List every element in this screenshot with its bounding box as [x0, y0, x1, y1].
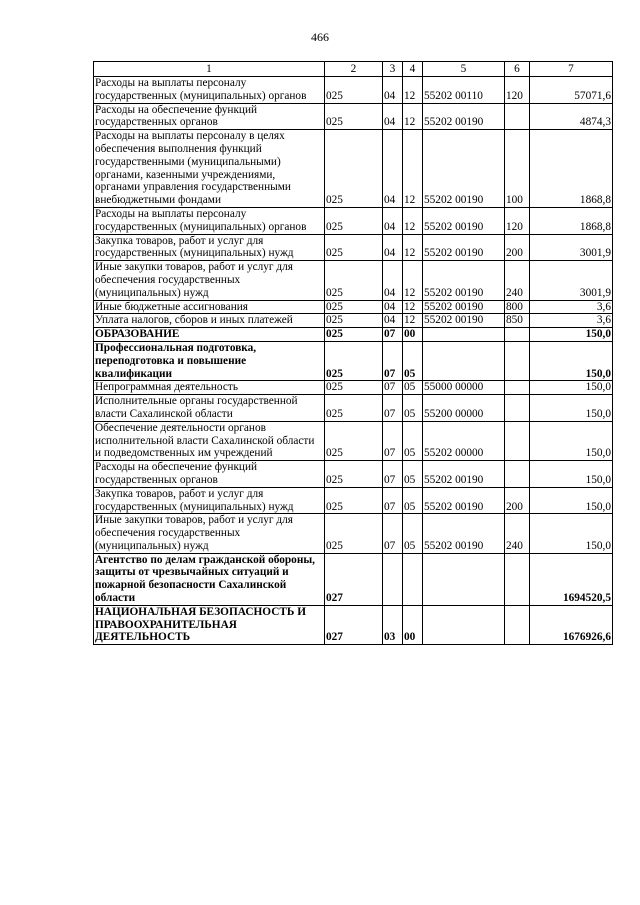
- row-section-cell: 07: [383, 514, 403, 553]
- row-amount-cell: 3,6: [530, 314, 613, 328]
- table-row: [94, 103, 613, 130]
- row-amount-cell: 1694520,5: [530, 553, 613, 605]
- row-code-cell: 025: [325, 314, 383, 328]
- row-section-cell: 03: [383, 605, 403, 644]
- header-cell: 3: [383, 62, 403, 77]
- row-code-cell: 025: [325, 487, 383, 514]
- table-row: [94, 341, 613, 380]
- table-row: [94, 130, 613, 208]
- row-article-cell: 55202 00000: [423, 421, 505, 460]
- row-subsection-cell: 12: [403, 77, 423, 104]
- page-number: 466: [311, 30, 329, 44]
- row-type-cell: 120: [505, 207, 530, 234]
- row-amount-cell: 3,6: [530, 300, 613, 314]
- table-row: [94, 487, 613, 514]
- row-name-cell: Агентство по делам гражданской обороны, защиты от чрезвычайных ситуаций и пожарной безопасности Сахалинской области: [94, 553, 325, 605]
- row-name-cell: Расходы на выплаты персоналу в целях обеспечения выполнения функций государственными (муниципальными) органами, казенными учреждениями, органами управления государственными внебюджетными фондами: [94, 130, 325, 208]
- row-code-cell: 025: [325, 130, 383, 208]
- row-article-cell: 55202 00190: [423, 461, 505, 488]
- row-type-cell: 120: [505, 77, 530, 104]
- row-subsection-cell: 12: [403, 234, 423, 261]
- row-code-cell: 027: [325, 553, 383, 605]
- row-amount-cell: 1676926,6: [530, 605, 613, 644]
- row-section-cell: 07: [383, 487, 403, 514]
- row-amount-cell: 150,0: [530, 341, 613, 380]
- row-type-cell: [505, 461, 530, 488]
- row-name-cell: НАЦИОНАЛЬНАЯ БЕЗОПАСНОСТЬ И ПРАВООХРАНИТЕЛЬНАЯ ДЕЯТЕЛЬНОСТЬ: [94, 605, 325, 644]
- row-subsection-cell: 05: [403, 421, 423, 460]
- row-section-cell: [383, 553, 403, 605]
- row-code-cell: 025: [325, 207, 383, 234]
- row-type-cell: 240: [505, 261, 530, 300]
- row-article-cell: [423, 553, 505, 605]
- row-type-cell: 200: [505, 487, 530, 514]
- row-code-cell: 025: [325, 381, 383, 395]
- header-row: [94, 62, 613, 77]
- row-subsection-cell: 12: [403, 300, 423, 314]
- row-section-cell: 07: [383, 461, 403, 488]
- header-cell: 6: [505, 62, 530, 77]
- table-row: [94, 314, 613, 328]
- row-code-cell: 025: [325, 341, 383, 380]
- row-subsection-cell: 12: [403, 314, 423, 328]
- row-name-cell: Иные закупки товаров, работ и услуг для обеспечения государственных (муниципальных) нужд: [94, 261, 325, 300]
- row-article-cell: 55202 00190: [423, 314, 505, 328]
- table-row: [94, 234, 613, 261]
- budget-table: [93, 61, 613, 645]
- row-section-cell: 04: [383, 300, 403, 314]
- table-row: [94, 261, 613, 300]
- table-row: [94, 514, 613, 553]
- row-amount-cell: 57071,6: [530, 77, 613, 104]
- row-article-cell: [423, 605, 505, 644]
- row-name-cell: Расходы на обеспечение функций государственных органов: [94, 461, 325, 488]
- row-amount-cell: 150,0: [530, 421, 613, 460]
- row-code-cell: 027: [325, 605, 383, 644]
- row-article-cell: 55202 00190: [423, 234, 505, 261]
- row-name-cell: Исполнительные органы государственной власти Сахалинской области: [94, 395, 325, 422]
- row-type-cell: 100: [505, 130, 530, 208]
- row-type-cell: 200: [505, 234, 530, 261]
- row-type-cell: [505, 421, 530, 460]
- row-section-cell: 07: [383, 341, 403, 380]
- row-article-cell: 55202 00190: [423, 514, 505, 553]
- row-name-cell: Расходы на выплаты персоналу государственных (муниципальных) органов: [94, 77, 325, 104]
- row-name-cell: Расходы на выплаты персоналу государственных (муниципальных) органов: [94, 207, 325, 234]
- row-section-cell: 07: [383, 381, 403, 395]
- table-row: [94, 553, 613, 605]
- row-amount-cell: 4874,3: [530, 103, 613, 130]
- header-cell: 1: [94, 62, 325, 77]
- table-row: [94, 381, 613, 395]
- row-article-cell: 55000 00000: [423, 381, 505, 395]
- row-name-cell: Закупка товаров, работ и услуг для государственных (муниципальных) нужд: [94, 234, 325, 261]
- row-amount-cell: 1868,8: [530, 207, 613, 234]
- row-subsection-cell: 05: [403, 341, 423, 380]
- table-row: [94, 207, 613, 234]
- row-code-cell: 025: [325, 328, 383, 342]
- row-section-cell: 04: [383, 261, 403, 300]
- row-type-cell: 850: [505, 314, 530, 328]
- row-article-cell: 55200 00000: [423, 395, 505, 422]
- row-subsection-cell: 12: [403, 261, 423, 300]
- row-article-cell: 55202 00190: [423, 261, 505, 300]
- row-code-cell: 025: [325, 461, 383, 488]
- row-amount-cell: 3001,9: [530, 261, 613, 300]
- row-section-cell: 07: [383, 421, 403, 460]
- row-type-cell: [505, 341, 530, 380]
- row-code-cell: 025: [325, 77, 383, 104]
- row-article-cell: [423, 328, 505, 342]
- row-code-cell: 025: [325, 103, 383, 130]
- row-type-cell: [505, 328, 530, 342]
- row-article-cell: [423, 341, 505, 380]
- table-row: [94, 77, 613, 104]
- table-row: [94, 605, 613, 644]
- row-type-cell: [505, 605, 530, 644]
- row-type-cell: [505, 553, 530, 605]
- row-amount-cell: 1868,8: [530, 130, 613, 208]
- row-article-cell: 55202 00190: [423, 130, 505, 208]
- row-code-cell: 025: [325, 234, 383, 261]
- row-amount-cell: 150,0: [530, 328, 613, 342]
- table-row: [94, 328, 613, 342]
- header-cell: 2: [325, 62, 383, 77]
- row-name-cell: Иные закупки товаров, работ и услуг для обеспечения государственных (муниципальных) нужд: [94, 514, 325, 553]
- row-section-cell: 04: [383, 103, 403, 130]
- row-name-cell: Иные бюджетные ассигнования: [94, 300, 325, 314]
- row-article-cell: 55202 00110: [423, 77, 505, 104]
- table-row: [94, 421, 613, 460]
- row-section-cell: 07: [383, 395, 403, 422]
- row-type-cell: 800: [505, 300, 530, 314]
- row-subsection-cell: 05: [403, 461, 423, 488]
- row-article-cell: 55202 00190: [423, 487, 505, 514]
- row-subsection-cell: 05: [403, 395, 423, 422]
- row-amount-cell: 150,0: [530, 514, 613, 553]
- row-article-cell: 55202 00190: [423, 207, 505, 234]
- table-row: [94, 461, 613, 488]
- row-amount-cell: 150,0: [530, 487, 613, 514]
- row-name-cell: Расходы на обеспечение функций государственных органов: [94, 103, 325, 130]
- row-subsection-cell: 05: [403, 487, 423, 514]
- header-cell: 7: [530, 62, 613, 77]
- row-subsection-cell: 12: [403, 103, 423, 130]
- row-amount-cell: 3001,9: [530, 234, 613, 261]
- row-subsection-cell: 12: [403, 130, 423, 208]
- row-section-cell: 04: [383, 207, 403, 234]
- row-article-cell: 55202 00190: [423, 300, 505, 314]
- row-section-cell: 07: [383, 328, 403, 342]
- row-code-cell: 025: [325, 300, 383, 314]
- table-row: [94, 300, 613, 314]
- row-name-cell: Непрограммная деятельность: [94, 381, 325, 395]
- row-subsection-cell: 05: [403, 381, 423, 395]
- row-subsection-cell: 12: [403, 207, 423, 234]
- table-row: [94, 395, 613, 422]
- row-section-cell: 04: [383, 77, 403, 104]
- header-cell: 5: [423, 62, 505, 77]
- row-type-cell: 240: [505, 514, 530, 553]
- row-name-cell: Обеспечение деятельности органов исполнительной власти Сахалинской области и подведомственных им учреждений: [94, 421, 325, 460]
- row-name-cell: Закупка товаров, работ и услуг для государственных (муниципальных) нужд: [94, 487, 325, 514]
- row-amount-cell: 150,0: [530, 381, 613, 395]
- row-section-cell: 04: [383, 234, 403, 261]
- row-type-cell: [505, 103, 530, 130]
- row-amount-cell: 150,0: [530, 461, 613, 488]
- row-section-cell: 04: [383, 314, 403, 328]
- row-type-cell: [505, 395, 530, 422]
- row-code-cell: 025: [325, 421, 383, 460]
- row-code-cell: 025: [325, 395, 383, 422]
- row-subsection-cell: 05: [403, 514, 423, 553]
- row-name-cell: Профессиональная подготовка, переподготовка и повышение квалификации: [94, 341, 325, 380]
- row-name-cell: Уплата налогов, сборов и иных платежей: [94, 314, 325, 328]
- row-type-cell: [505, 381, 530, 395]
- row-subsection-cell: 00: [403, 328, 423, 342]
- header-cell: 4: [403, 62, 423, 77]
- row-name-cell: ОБРАЗОВАНИЕ: [94, 328, 325, 342]
- row-code-cell: 025: [325, 261, 383, 300]
- row-subsection-cell: [403, 553, 423, 605]
- row-code-cell: 025: [325, 514, 383, 553]
- row-subsection-cell: 00: [403, 605, 423, 644]
- row-amount-cell: 150,0: [530, 395, 613, 422]
- row-article-cell: 55202 00190: [423, 103, 505, 130]
- row-section-cell: 04: [383, 130, 403, 208]
